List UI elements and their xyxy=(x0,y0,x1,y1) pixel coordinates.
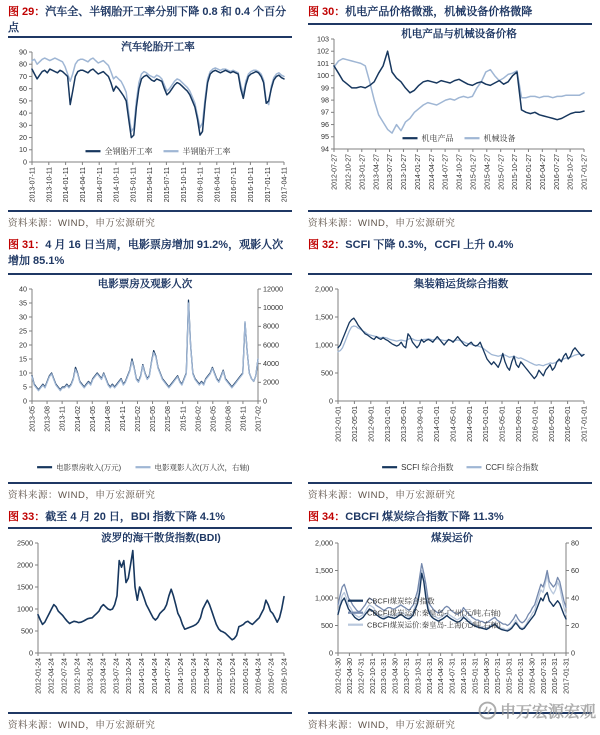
svg-text:2017-01-27: 2017-01-27 xyxy=(581,154,589,190)
svg-text:2016-10-24: 2016-10-24 xyxy=(281,658,289,694)
figure-32-number: 图 32： xyxy=(308,239,346,251)
svg-text:半钢胎开工率: 半钢胎开工率 xyxy=(182,147,231,157)
svg-text:1,000: 1,000 xyxy=(315,340,333,350)
svg-text:2014-09-01: 2014-09-01 xyxy=(466,406,474,442)
svg-text:煤炭运价: 煤炭运价 xyxy=(431,532,473,544)
svg-text:10: 10 xyxy=(19,145,27,155)
svg-text:2016-07-11: 2016-07-11 xyxy=(231,167,239,203)
svg-text:2016-01-31: 2016-01-31 xyxy=(518,658,525,694)
svg-text:4000: 4000 xyxy=(263,359,279,369)
svg-text:2014-01-24: 2014-01-24 xyxy=(139,658,147,694)
figure-29-caption: 汽车全、半钢胎开工率分别下降 0.8 和 0.4 个百分点 xyxy=(8,6,287,34)
svg-text:2014-07-11: 2014-07-11 xyxy=(96,167,104,203)
svg-text:2014-07-27: 2014-07-27 xyxy=(442,154,450,190)
svg-text:20: 20 xyxy=(19,340,27,350)
svg-text:2015-10-27: 2015-10-27 xyxy=(512,154,520,190)
movie-boxoffice-chart xyxy=(8,277,292,475)
svg-text:25: 25 xyxy=(19,326,27,336)
svg-text:2,000: 2,000 xyxy=(315,284,333,294)
svg-text:2016-01-27: 2016-01-27 xyxy=(526,154,534,190)
svg-text:2013-05: 2013-05 xyxy=(29,406,37,432)
svg-text:2016-11: 2016-11 xyxy=(240,406,248,432)
figure-34-number: 图 34： xyxy=(308,511,346,523)
svg-text:2017-01-01: 2017-01-01 xyxy=(581,406,589,442)
svg-text:机电产品与机械设备价格: 机电产品与机械设备价格 xyxy=(401,28,517,40)
svg-text:电影票房收入(万元): 电影票房收入(万元) xyxy=(56,463,122,472)
svg-text:2013-01-31: 2013-01-31 xyxy=(381,658,389,694)
svg-text:2015-04-24: 2015-04-24 xyxy=(203,658,211,694)
svg-text:2017-01-31: 2017-01-31 xyxy=(563,658,571,694)
svg-text:2016-10-27: 2016-10-27 xyxy=(567,154,575,190)
svg-text:2014-05: 2014-05 xyxy=(89,406,97,432)
header-divider xyxy=(8,273,292,275)
svg-text:2012-09-01: 2012-09-01 xyxy=(368,406,376,442)
svg-text:2016-07-31: 2016-07-31 xyxy=(540,658,548,694)
svg-text:2015-04-30: 2015-04-30 xyxy=(483,658,491,694)
header-divider xyxy=(8,36,292,38)
svg-text:30: 30 xyxy=(19,312,27,322)
svg-text:2015-04-11: 2015-04-11 xyxy=(147,167,155,203)
figure-30-caption: 机电产品价格微涨，机械设备价格微降 xyxy=(345,6,533,18)
svg-text:94: 94 xyxy=(321,144,329,154)
svg-text:2014-04-30: 2014-04-30 xyxy=(438,658,446,694)
svg-text:2016-04-27: 2016-04-27 xyxy=(539,154,547,190)
svg-text:30: 30 xyxy=(19,121,27,131)
svg-text:2013-10-11: 2013-10-11 xyxy=(46,167,54,203)
svg-text:0: 0 xyxy=(29,648,33,658)
svg-text:2012-01-30: 2012-01-30 xyxy=(335,658,343,694)
svg-text:2014-01-11: 2014-01-11 xyxy=(63,167,71,203)
svg-text:2013-04-27: 2013-04-27 xyxy=(373,154,381,190)
svg-text:0: 0 xyxy=(23,396,27,406)
svg-text:2014-04-11: 2014-04-11 xyxy=(80,167,87,203)
svg-text:2013-01-24: 2013-01-24 xyxy=(87,658,95,694)
tire-operating-rate-chart xyxy=(8,40,292,210)
svg-text:95: 95 xyxy=(321,132,329,142)
figure-31-header xyxy=(8,238,292,272)
svg-text:2017-01-11: 2017-01-11 xyxy=(264,167,272,203)
figure-34-header xyxy=(308,510,592,526)
svg-text:电影票房及观影人次: 电影票房及观影人次 xyxy=(97,278,193,290)
svg-text:2015-05-01: 2015-05-01 xyxy=(499,406,507,442)
svg-text:2014-04-24: 2014-04-24 xyxy=(152,658,160,694)
svg-text:0: 0 xyxy=(329,396,333,406)
figure-34-caption: CBCFI 煤炭综合指数下降 11.3% xyxy=(345,511,504,523)
svg-text:2014-10-27: 2014-10-27 xyxy=(456,154,464,190)
coal-freight-chart xyxy=(308,531,592,707)
figure-29-header xyxy=(8,5,292,35)
svg-text:1,500: 1,500 xyxy=(315,312,333,322)
svg-text:103: 103 xyxy=(317,34,329,44)
svg-text:2013-07-11: 2013-07-11 xyxy=(29,167,37,203)
header-divider xyxy=(308,23,592,25)
svg-text:99: 99 xyxy=(321,83,329,93)
svg-text:15: 15 xyxy=(19,354,27,364)
svg-text:20: 20 xyxy=(19,133,27,143)
svg-text:2013-10-27: 2013-10-27 xyxy=(401,154,409,190)
svg-text:20: 20 xyxy=(571,620,579,630)
svg-text:2012-07-31: 2012-07-31 xyxy=(358,658,366,694)
svg-text:2015-01-31: 2015-01-31 xyxy=(472,658,480,694)
svg-text:2014-07-31: 2014-07-31 xyxy=(449,658,457,694)
svg-text:2013-04-24: 2013-04-24 xyxy=(100,658,108,694)
svg-text:2016-01-01: 2016-01-01 xyxy=(532,406,540,442)
svg-text:2015-01-27: 2015-01-27 xyxy=(470,154,478,190)
svg-text:2014-05-01: 2014-05-01 xyxy=(450,406,458,442)
svg-text:2012-05-01: 2012-05-01 xyxy=(352,406,359,442)
svg-text:2017-04-11: 2017-04-11 xyxy=(281,167,289,203)
svg-text:电影观影人次(万人次，右轴): 电影观影人次(万人次，右轴) xyxy=(154,463,250,472)
svg-text:70: 70 xyxy=(19,72,27,82)
figure-33-panel xyxy=(0,505,300,735)
figure-29-number: 图 29： xyxy=(8,6,46,18)
svg-text:2015-08: 2015-08 xyxy=(165,406,173,432)
figure-32-header xyxy=(308,238,592,272)
svg-text:波罗的海干散货指数(BDI): 波罗的海干散货指数(BDI) xyxy=(101,532,221,544)
svg-text:2015-07-27: 2015-07-27 xyxy=(498,154,506,190)
svg-text:2014-10-11: 2014-10-11 xyxy=(113,167,121,203)
svg-text:2012-04-24: 2012-04-24 xyxy=(48,658,56,694)
svg-text:0: 0 xyxy=(263,396,267,406)
svg-text:2012-01-24: 2012-01-24 xyxy=(35,658,43,694)
figure-row-1 xyxy=(0,0,600,233)
figure-30-number: 图 30： xyxy=(308,6,346,18)
svg-text:2015-07-11: 2015-07-11 xyxy=(164,167,171,203)
svg-text:2013-01-01: 2013-01-01 xyxy=(384,406,392,442)
svg-text:0: 0 xyxy=(23,157,27,167)
svg-text:97: 97 xyxy=(321,107,329,117)
svg-text:10: 10 xyxy=(19,368,27,378)
bdi-index-chart xyxy=(8,531,292,707)
svg-text:60: 60 xyxy=(19,84,27,94)
svg-text:96: 96 xyxy=(321,119,329,129)
svg-text:2012-07-27: 2012-07-27 xyxy=(331,154,339,190)
svg-text:2016-10-31: 2016-10-31 xyxy=(552,658,560,694)
svg-text:2014-11: 2014-11 xyxy=(120,406,127,432)
svg-text:CBCFI煤炭综合指数: CBCFI煤炭综合指数 xyxy=(367,596,435,606)
svg-text:102: 102 xyxy=(317,46,329,56)
svg-text:2013-07-24: 2013-07-24 xyxy=(113,658,121,694)
figure-33-caption: 截至 4 月 20 日，BDI 指数下降 4.1% xyxy=(45,511,226,523)
svg-text:6000: 6000 xyxy=(263,340,279,350)
svg-text:2012-10-24: 2012-10-24 xyxy=(74,658,82,694)
svg-text:2015-10-11: 2015-10-11 xyxy=(180,167,188,203)
figure-30-panel xyxy=(300,0,600,233)
svg-text:2014-01-31: 2014-01-31 xyxy=(426,658,434,694)
svg-text:SCFI 综合指数: SCFI 综合指数 xyxy=(401,463,454,472)
svg-text:2015-05: 2015-05 xyxy=(150,406,158,432)
svg-text:101: 101 xyxy=(317,58,329,68)
svg-text:2014-04-27: 2014-04-27 xyxy=(428,154,436,190)
svg-text:2015-10-31: 2015-10-31 xyxy=(506,658,514,694)
svg-text:2015-11: 2015-11 xyxy=(180,406,188,432)
svg-text:CCFI 综合指数: CCFI 综合指数 xyxy=(485,463,539,472)
svg-text:2015-01-11: 2015-01-11 xyxy=(130,167,138,203)
figure-31-panel xyxy=(0,233,300,505)
svg-text:2016-10-11: 2016-10-11 xyxy=(248,167,255,203)
svg-text:2015-07-24: 2015-07-24 xyxy=(216,658,224,694)
svg-text:2013-04-30: 2013-04-30 xyxy=(392,658,400,694)
svg-text:35: 35 xyxy=(19,298,27,308)
svg-text:2012-01-01: 2012-01-01 xyxy=(335,406,343,442)
container-freight-index-chart xyxy=(308,277,592,475)
svg-text:2016-01-11: 2016-01-11 xyxy=(197,167,205,203)
svg-text:2013-07-31: 2013-07-31 xyxy=(404,658,411,694)
svg-text:2016-07-27: 2016-07-27 xyxy=(553,154,561,190)
figure-30-header xyxy=(308,5,592,22)
svg-text:2014-01-27: 2014-01-27 xyxy=(414,154,422,190)
svg-text:机电产品: 机电产品 xyxy=(421,134,454,143)
svg-text:2016-04-24: 2016-04-24 xyxy=(255,658,263,694)
svg-text:2013-11: 2013-11 xyxy=(59,406,67,432)
svg-text:汽车轮胎开工率: 汽车轮胎开工率 xyxy=(121,41,195,54)
svg-text:90: 90 xyxy=(19,47,27,57)
svg-text:集装箱运货综合指数: 集装箱运货综合指数 xyxy=(413,278,509,290)
header-divider xyxy=(8,527,292,529)
figure-33-number: 图 33： xyxy=(8,511,46,523)
svg-text:2013-10-24: 2013-10-24 xyxy=(126,658,134,694)
figure-row-3 xyxy=(0,505,600,735)
svg-text:2012-10-27: 2012-10-27 xyxy=(345,154,353,190)
figure-33-header xyxy=(8,510,292,526)
svg-text:2015-01-24: 2015-01-24 xyxy=(190,658,198,694)
svg-text:2016-09-01: 2016-09-01 xyxy=(565,406,573,442)
svg-text:2013-09-01: 2013-09-01 xyxy=(417,406,425,442)
svg-text:CBCFI煤炭运价:秦皇岛-广州(元/吨,右轴): CBCFI煤炭运价:秦皇岛-广州(元/吨,右轴) xyxy=(367,608,501,618)
figure-row-2 xyxy=(0,233,600,505)
svg-text:2014-08: 2014-08 xyxy=(104,406,112,432)
svg-text:2012-07-24: 2012-07-24 xyxy=(61,658,69,694)
svg-text:1500: 1500 xyxy=(17,582,33,592)
svg-text:80: 80 xyxy=(571,538,579,548)
svg-text:40: 40 xyxy=(19,108,27,118)
svg-text:100: 100 xyxy=(317,71,329,81)
svg-text:1000: 1000 xyxy=(17,604,33,614)
svg-text:2016-05: 2016-05 xyxy=(210,406,218,432)
svg-text:2013-10-31: 2013-10-31 xyxy=(415,658,423,694)
svg-text:60: 60 xyxy=(571,565,579,575)
svg-text:12000: 12000 xyxy=(263,284,283,294)
svg-text:5: 5 xyxy=(23,382,27,392)
svg-text:全钢胎开工率: 全钢胎开工率 xyxy=(104,147,153,157)
svg-text:50: 50 xyxy=(19,96,27,106)
svg-text:80: 80 xyxy=(19,59,27,69)
source-note: 资料来源：WIND，申万宏源研究 xyxy=(8,490,156,501)
svg-text:2016-04-30: 2016-04-30 xyxy=(529,658,537,694)
svg-text:CBCFI煤炭运价:秦皇岛-上海(元/吨,右轴): CBCFI煤炭运价:秦皇岛-上海(元/吨,右轴) xyxy=(367,620,501,630)
svg-text:2017-02: 2017-02 xyxy=(255,406,263,432)
svg-text:2015-10-24: 2015-10-24 xyxy=(229,658,237,694)
header-divider xyxy=(308,273,592,275)
source-note: 资料来源：WIND，申万宏源研究 xyxy=(308,720,456,731)
svg-text:10000: 10000 xyxy=(263,303,283,313)
svg-text:40: 40 xyxy=(571,593,579,603)
svg-text:1,000: 1,000 xyxy=(315,593,333,603)
svg-text:98: 98 xyxy=(321,95,329,105)
source-note: 资料来源：WIND，申万宏源研究 xyxy=(8,218,156,229)
figure-32-caption: SCFI 下降 0.3%，CCFI 上升 0.4% xyxy=(345,239,514,251)
svg-text:2500: 2500 xyxy=(17,538,33,548)
svg-text:8000: 8000 xyxy=(263,321,279,331)
svg-text:2014-10-24: 2014-10-24 xyxy=(178,658,186,694)
svg-text:0: 0 xyxy=(571,648,575,658)
svg-text:2014-02: 2014-02 xyxy=(74,406,82,432)
svg-text:500: 500 xyxy=(321,620,333,630)
figure-34-panel xyxy=(300,505,600,735)
svg-text:2016-04-11: 2016-04-11 xyxy=(214,167,222,203)
svg-text:500: 500 xyxy=(321,368,333,378)
svg-text:40: 40 xyxy=(19,284,27,294)
svg-text:2013-07-27: 2013-07-27 xyxy=(387,154,395,190)
svg-text:2012-10-31: 2012-10-31 xyxy=(369,658,377,694)
figure-32-panel xyxy=(300,233,600,505)
svg-text:2000: 2000 xyxy=(263,377,279,387)
watermark-text: 申万宏源宏观 xyxy=(500,704,597,721)
svg-text:2014-10-31: 2014-10-31 xyxy=(461,658,468,694)
svg-text:2016-01-24: 2016-01-24 xyxy=(242,658,250,694)
svg-text:2016-08: 2016-08 xyxy=(225,406,233,432)
svg-text:2016-05-01: 2016-05-01 xyxy=(548,406,556,442)
svg-text:1,500: 1,500 xyxy=(315,565,333,575)
svg-text:0: 0 xyxy=(329,648,333,658)
source-note: 资料来源：WIND，申万宏源研究 xyxy=(8,720,156,731)
svg-text:机械设备: 机械设备 xyxy=(483,134,516,143)
figure-31-number: 图 31： xyxy=(8,239,46,251)
svg-text:2016-02: 2016-02 xyxy=(195,406,203,432)
source-note: 资料来源：WIND，申万宏源研究 xyxy=(308,490,456,501)
svg-text:2014-01-01: 2014-01-01 xyxy=(434,406,441,442)
header-divider xyxy=(308,527,592,529)
svg-text:2016-07-24: 2016-07-24 xyxy=(268,658,276,694)
svg-text:2015-01-01: 2015-01-01 xyxy=(483,406,491,442)
svg-text:2012-04-30: 2012-04-30 xyxy=(347,658,354,694)
svg-text:2015-04-27: 2015-04-27 xyxy=(484,154,492,190)
figure-31-caption: 4 月 16 日当周，电影票房增加 91.2%，观影人次增加 85.1% xyxy=(8,239,284,267)
svg-text:2013-08: 2013-08 xyxy=(44,406,52,432)
svg-text:500: 500 xyxy=(21,626,33,636)
svg-text:2,000: 2,000 xyxy=(315,538,333,548)
svg-text:2015-07-31: 2015-07-31 xyxy=(495,658,503,694)
svg-text:2013-01-27: 2013-01-27 xyxy=(359,154,367,190)
source-note: 资料来源：WIND，申万宏源研究 xyxy=(308,218,456,229)
svg-text:2015-02: 2015-02 xyxy=(135,406,143,432)
figure-29-panel xyxy=(0,0,300,233)
machinery-price-chart xyxy=(308,27,592,205)
svg-text:2014-07-24: 2014-07-24 xyxy=(165,658,173,694)
svg-text:2000: 2000 xyxy=(17,560,33,570)
svg-text:2013-05-01: 2013-05-01 xyxy=(401,406,409,442)
svg-text:2015-09-01: 2015-09-01 xyxy=(516,406,523,442)
